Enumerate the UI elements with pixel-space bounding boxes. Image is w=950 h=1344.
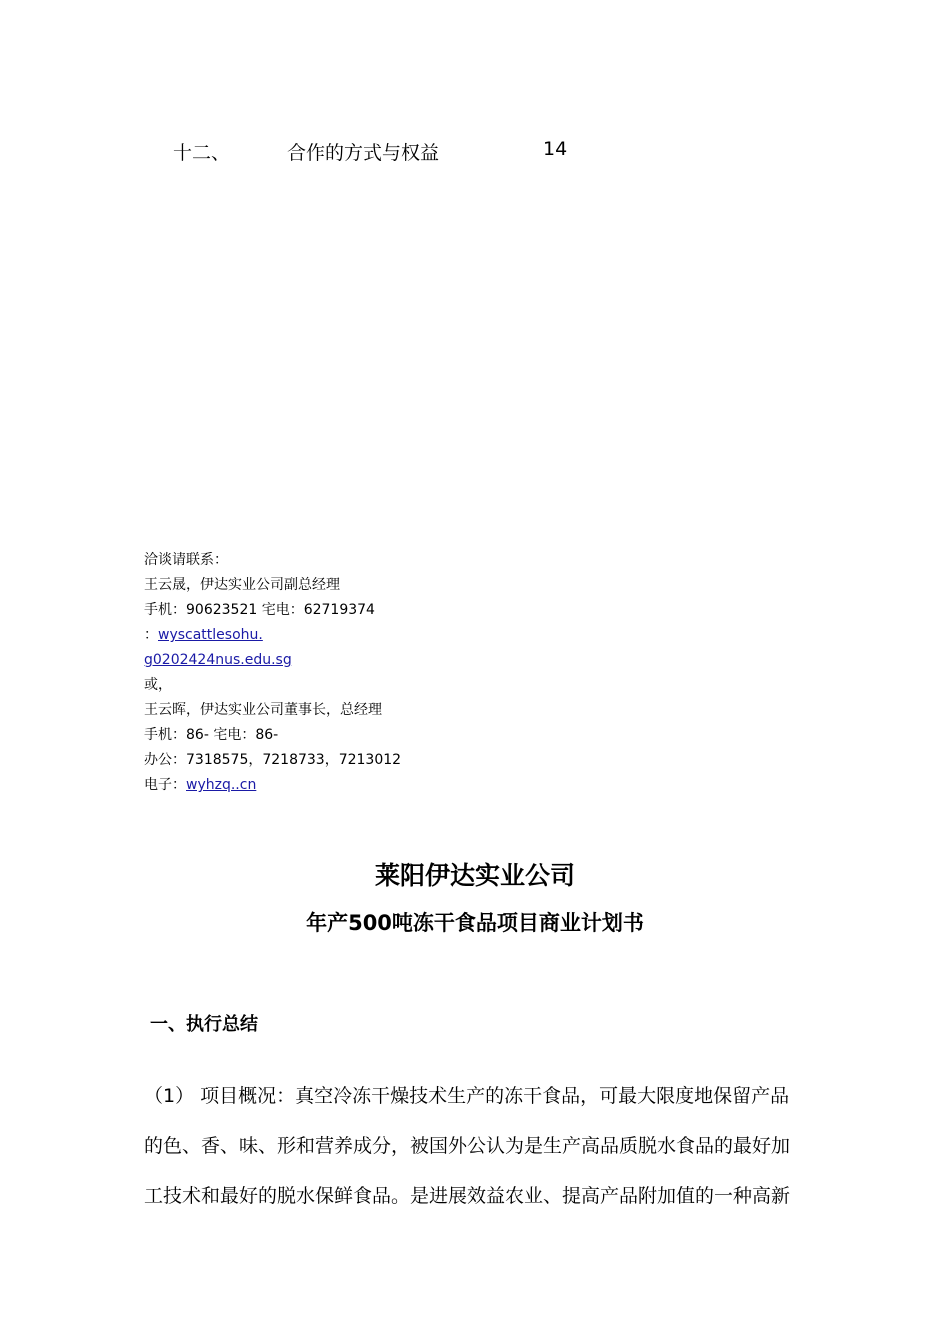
contact-email-2: [144, 773, 256, 798]
toc-title[interactable]: 合作的方式与权益: [287, 142, 440, 164]
paragraph-line-2: 的色、香、味、形和营养成分，被国外公认为是生产高品质脱水食品的最好加: [144, 1135, 791, 1157]
contact-or: 或，: [144, 677, 172, 693]
email-2-prefix: 电子：: [144, 777, 186, 793]
plan-title: 年产500吨冻干食品项目商业计划书: [306, 911, 644, 935]
contact-person-1: 王云晟，伊达实业公司副总经理: [144, 577, 340, 593]
email-1-link[interactable]: wyscattlesohu.: [158, 627, 263, 643]
toc-number: 十二、: [173, 142, 231, 164]
email-2-link[interactable]: wyhzq..cn: [186, 777, 257, 793]
email-1-link-cont[interactable]: g0202424nus.edu.sg: [144, 652, 292, 668]
contact-phone-1: 手机：90623521 宅电：62719374: [144, 602, 375, 618]
contact-email-1-cont: [144, 648, 292, 673]
section-heading: 一、执行总结: [150, 1014, 258, 1035]
contact-email-1: [144, 623, 263, 648]
contact-person-2: 王云晖，伊达实业公司董事长，总经理: [144, 702, 382, 718]
company-title: 莱阳伊达实业公司: [374, 861, 575, 890]
contact-phone-2: 手机：86- 宅电：86-: [144, 727, 279, 743]
toc-page-number[interactable]: 14: [543, 138, 568, 160]
contact-office: 办公：7318575，7218733，7213012: [144, 752, 402, 768]
paragraph-line-3: 工技术和最好的脱水保鲜食品。是进展效益农业、提高产品附加值的一种高新: [144, 1185, 791, 1207]
contact-intro: 洽谈请联系：: [144, 552, 228, 568]
paragraph-line-1: （1） 项目概况：真空冷冻干燥技术生产的冻干食品，可最大限度地保留产品: [144, 1085, 790, 1107]
email-1-prefix: ：: [144, 627, 158, 643]
